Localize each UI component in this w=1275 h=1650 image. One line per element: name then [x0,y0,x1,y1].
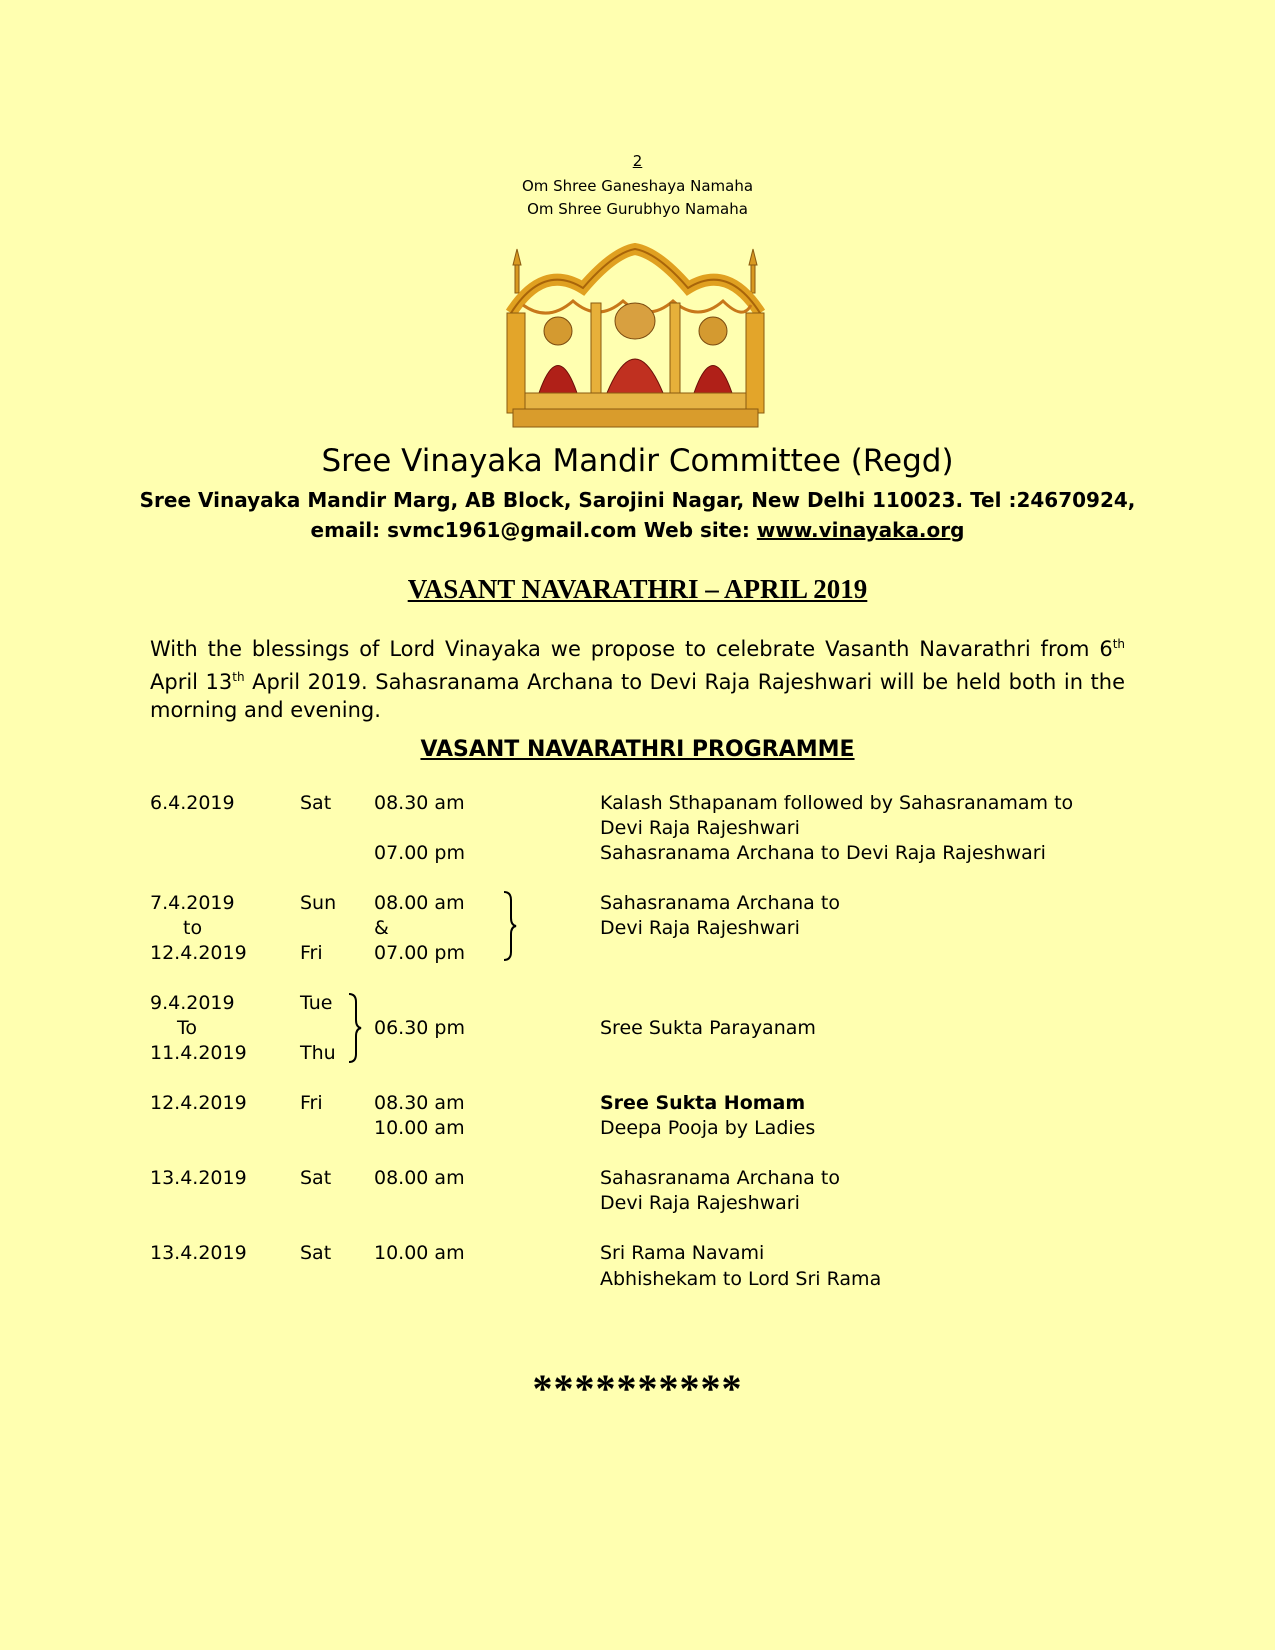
email-label: email: [310,518,381,542]
organization-name: Sree Vinayaka Mandir Committee (Regd) [321,443,954,479]
page-number: 2 [632,152,643,170]
organization-contact [0,518,1275,542]
schedule-time: 10.00 am [374,1242,465,1264]
schedule-time: 08.30 am [374,792,465,814]
schedule-date: 13.4.2019 [150,1167,247,1189]
schedule-time: 10.00 am [374,1117,465,1139]
schedule-day: Sat [300,1242,332,1264]
schedule-description: Sahasranama Archana to [600,892,840,914]
intro-paragraph [150,630,1125,724]
schedule-day: Sat [300,1167,332,1189]
intro-text-3: April 2019. Sahasranama Archana to Devi Raja Rajeshwari will be held both in the morning and evening. [150,670,1125,722]
schedule-date: 12.4.2019 [150,942,247,964]
schedule-range-word: to [183,917,203,939]
schedule-time: 07.00 pm [374,942,466,964]
schedule-description-highlight: Sree Sukta Homam [600,1092,806,1114]
invocation-guru: Om Shree Gurubhyo Namaha [527,200,748,218]
schedule-date: 6.4.2019 [150,792,235,814]
schedule-time: 06.30 pm [374,1017,466,1039]
intro-text-1: With the blessings of Lord Vinayaka we propose to celebrate Vasanth Navarathri from 6 [150,637,1113,661]
schedule-date: 11.4.2019 [150,1042,247,1064]
organization-address: Sree Vinayaka Mandir Marg, AB Block, Sarojini Nagar, New Delhi 110023. Tel :24670924, [139,488,1136,512]
schedule-day: Tue [300,992,333,1014]
schedule-time: 08.30 am [374,1092,465,1114]
schedule-day: Thu [300,1042,336,1064]
website-label: Web site: [643,518,750,542]
schedule-description: Kalash Sthapanam followed by Sahasranamam to [600,792,1074,814]
schedule-description: Sahasranama Archana to [600,1167,840,1189]
programme-title: VASANT NAVARATHRI PROGRAMME [420,737,855,762]
right-brace-icon [345,992,365,1064]
schedule-description: Sri Rama Navami [600,1242,765,1264]
schedule-date: 7.4.2019 [150,892,235,914]
schedule-range-word: To [177,1017,198,1039]
schedule-description: Devi Raja Rajeshwari [600,1192,800,1214]
intro-sup-1: th [1112,637,1125,651]
schedule-day: Sun [300,892,337,914]
schedule-description: Devi Raja Rajeshwari [600,817,800,839]
schedule-time: 07.00 pm [374,842,466,864]
page-title: VASANT NAVARATHRI – APRIL 2019 [407,574,868,604]
schedule-day: Fri [300,942,323,964]
invocation-ganesha: Om Shree Ganeshaya Namaha [521,177,754,195]
schedule-date: 13.4.2019 [150,1242,247,1264]
schedule-description: Abhishekam to Lord Sri Rama [600,1268,882,1290]
intro-sup-2: th [232,670,245,684]
schedule-description: Deepa Pooja by Ladies [600,1117,816,1139]
intro-text-2: April 13 [150,670,233,694]
schedule-day: Fri [300,1092,323,1114]
schedule-time: 08.00 am [374,1167,465,1189]
footer-separator: ********** [532,1366,743,1411]
website-link[interactable]: www.vinayaka.org [756,518,965,542]
schedule-day: Sat [300,792,332,814]
schedule-date: 9.4.2019 [150,992,235,1014]
email-address: svmc1961@gmail.com [387,518,637,542]
right-brace-icon [500,890,520,962]
schedule-ampersand: & [374,917,389,939]
schedule-time: 08.00 am [374,892,465,914]
schedule-description: Sahasranama Archana to Devi Raja Rajeshwari [600,842,1046,864]
schedule-date: 12.4.2019 [150,1092,247,1114]
schedule-description: Devi Raja Rajeshwari [600,917,800,939]
schedule-description: Sree Sukta Parayanam [600,1017,816,1039]
temple-deity-image [503,243,768,431]
